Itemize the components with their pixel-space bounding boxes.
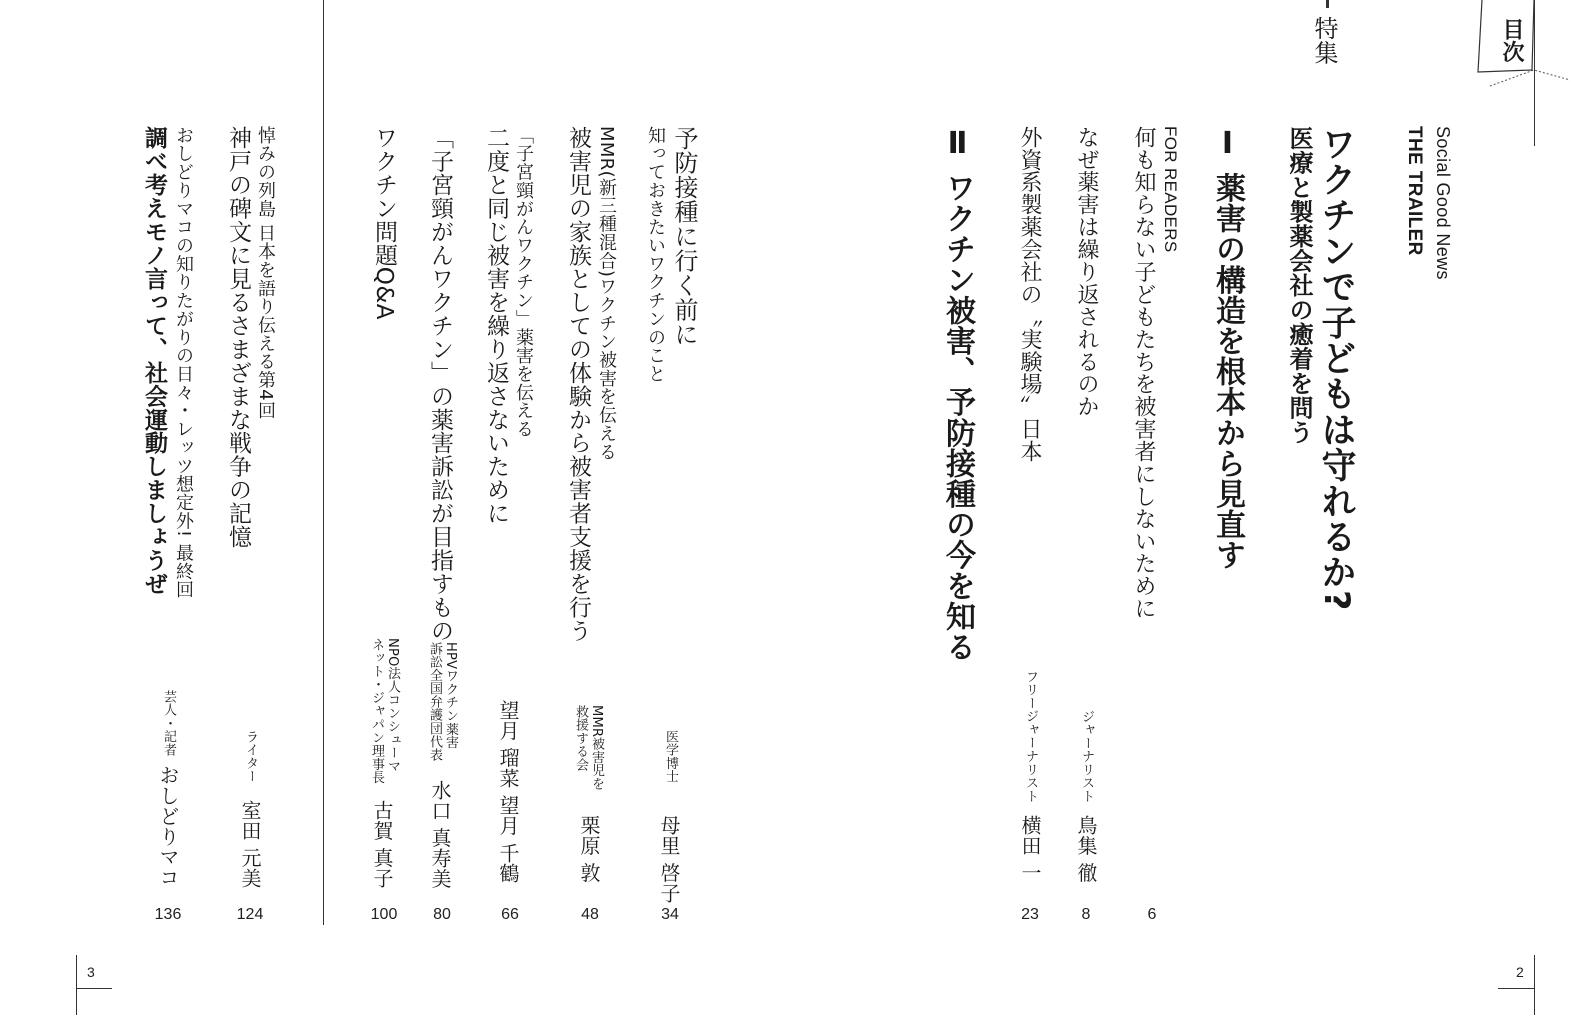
mmr-author-role-2: 救援する会 (573, 705, 588, 772)
page-number-left: 3 (87, 964, 95, 980)
mmr-author-role-1: MMR被害児を (589, 705, 604, 791)
foreign-author: 横田 一 (1018, 815, 1042, 883)
oshidori-title[interactable]: 調べ考えモノ言って、社会運動しましょうぜ (141, 126, 167, 596)
foreign-page: 23 (1021, 906, 1039, 923)
page-number-right: 2 (1516, 964, 1524, 980)
prevent-page: 34 (661, 906, 679, 923)
foreign-title[interactable]: 外資系製薬会社の〝実験場〟日本 (1017, 126, 1042, 463)
mmr-author: 栗原 敦 (577, 815, 601, 883)
lawsuit-page: 80 (433, 906, 451, 923)
cervical-page: 66 (501, 906, 519, 923)
kobe-title[interactable]: 神戸の碑文に見るさまざまな戦争の記憶 (225, 126, 251, 549)
prevent-author: 母里 啓子 (657, 815, 681, 904)
qa-title[interactable]: ワクチン問題Q&A (371, 126, 397, 320)
oshidori-page: 136 (154, 906, 182, 923)
crop-mark-right-v (1534, 955, 1535, 1015)
lawsuit-title[interactable]: 「子宮頸がんワクチン」の薬害訴訟が目指すもの (427, 126, 453, 643)
for-readers-label: FOR READERS (1161, 126, 1180, 253)
qa-author-role-2: ネット・ジャパン理事長 (369, 638, 384, 784)
section2-title: Ⅱ ワクチン被害、予防接種の今を知る (940, 126, 975, 663)
lawsuit-author-role-2: 訴訟全国弁護団代表 (427, 642, 442, 762)
crop-mark-left-h (76, 988, 112, 989)
prevent-subtitle: 知っておきたいワクチンのこと (645, 126, 666, 384)
center-divider (323, 0, 324, 925)
kobe-author: 室田 元美 (238, 800, 262, 889)
foreign-author-role: フリージャーナリスト (1023, 670, 1038, 803)
sgn-label: Social Good News (1433, 126, 1453, 280)
crop-mark-right-h (1498, 988, 1534, 989)
qa-author: 古賀 真子 (370, 800, 394, 889)
feature-label: 特集 (1310, 16, 1338, 65)
main-subtitle: 医療と製薬会社の癒着を問う (1285, 126, 1313, 445)
qa-page: 100 (370, 906, 398, 923)
repeat-author: 鳥集 徹 (1074, 815, 1098, 883)
repeat-author-role: ジャーナリスト (1079, 710, 1094, 803)
mmr-label: MMR(新三種混合)ワクチン被害を伝える (596, 126, 617, 461)
cervical-title[interactable]: 二度と同じ被害を繰り返さないために (483, 126, 509, 525)
cervical-author: 望月 瑠菜 望月 千鶴 (496, 700, 520, 884)
for-readers-page: 6 (1147, 906, 1157, 923)
trailer-label: THE TRAILER (1404, 126, 1425, 256)
feature-marker-icon (1326, 0, 1329, 8)
mmr-title[interactable]: 被害児の家族としての体験から被害者支援を行う (565, 126, 591, 643)
prevent-author-role: 医学博士 (663, 730, 678, 784)
kobe-label: 悼みの列島 日本を語り伝える第4回 (255, 126, 276, 420)
prevent-title[interactable]: 予防接種に行く前に (670, 126, 698, 347)
oshidori-author-role: 芸人・記者 (161, 690, 176, 757)
qa-author-role-1: NPO法人コンシューマ (385, 638, 400, 773)
for-readers-title[interactable]: 何も知らない子どもたちを被害者にしないために (1131, 126, 1156, 620)
kobe-page: 124 (236, 906, 264, 923)
kobe-author-role: ライター (243, 730, 258, 784)
section1-title: Ⅰ 薬害の構造を根本から見直す (1210, 126, 1245, 571)
lawsuit-author-role-1: HPVワクチン薬害 (443, 642, 458, 749)
oshidori-label: おしどりマコの知りたがりの日々・レッツ想定外! 最終回 (173, 126, 194, 599)
lawsuit-author: 水口 真寿美 (428, 780, 452, 889)
mmr-page: 48 (581, 906, 599, 923)
crop-mark-left-v (76, 955, 77, 1015)
main-title[interactable]: ワクチンで子どもは守れるか? (1316, 126, 1356, 612)
oshidori-author: おしどりマコ (156, 765, 180, 888)
cervical-label: 「子宮頸がんワクチン」薬害を伝える (513, 126, 534, 439)
toc-label: 目次 (1499, 18, 1524, 63)
repeat-page: 8 (1081, 906, 1091, 923)
repeat-title[interactable]: なぜ薬害は繰り返されるのか (1074, 126, 1099, 418)
